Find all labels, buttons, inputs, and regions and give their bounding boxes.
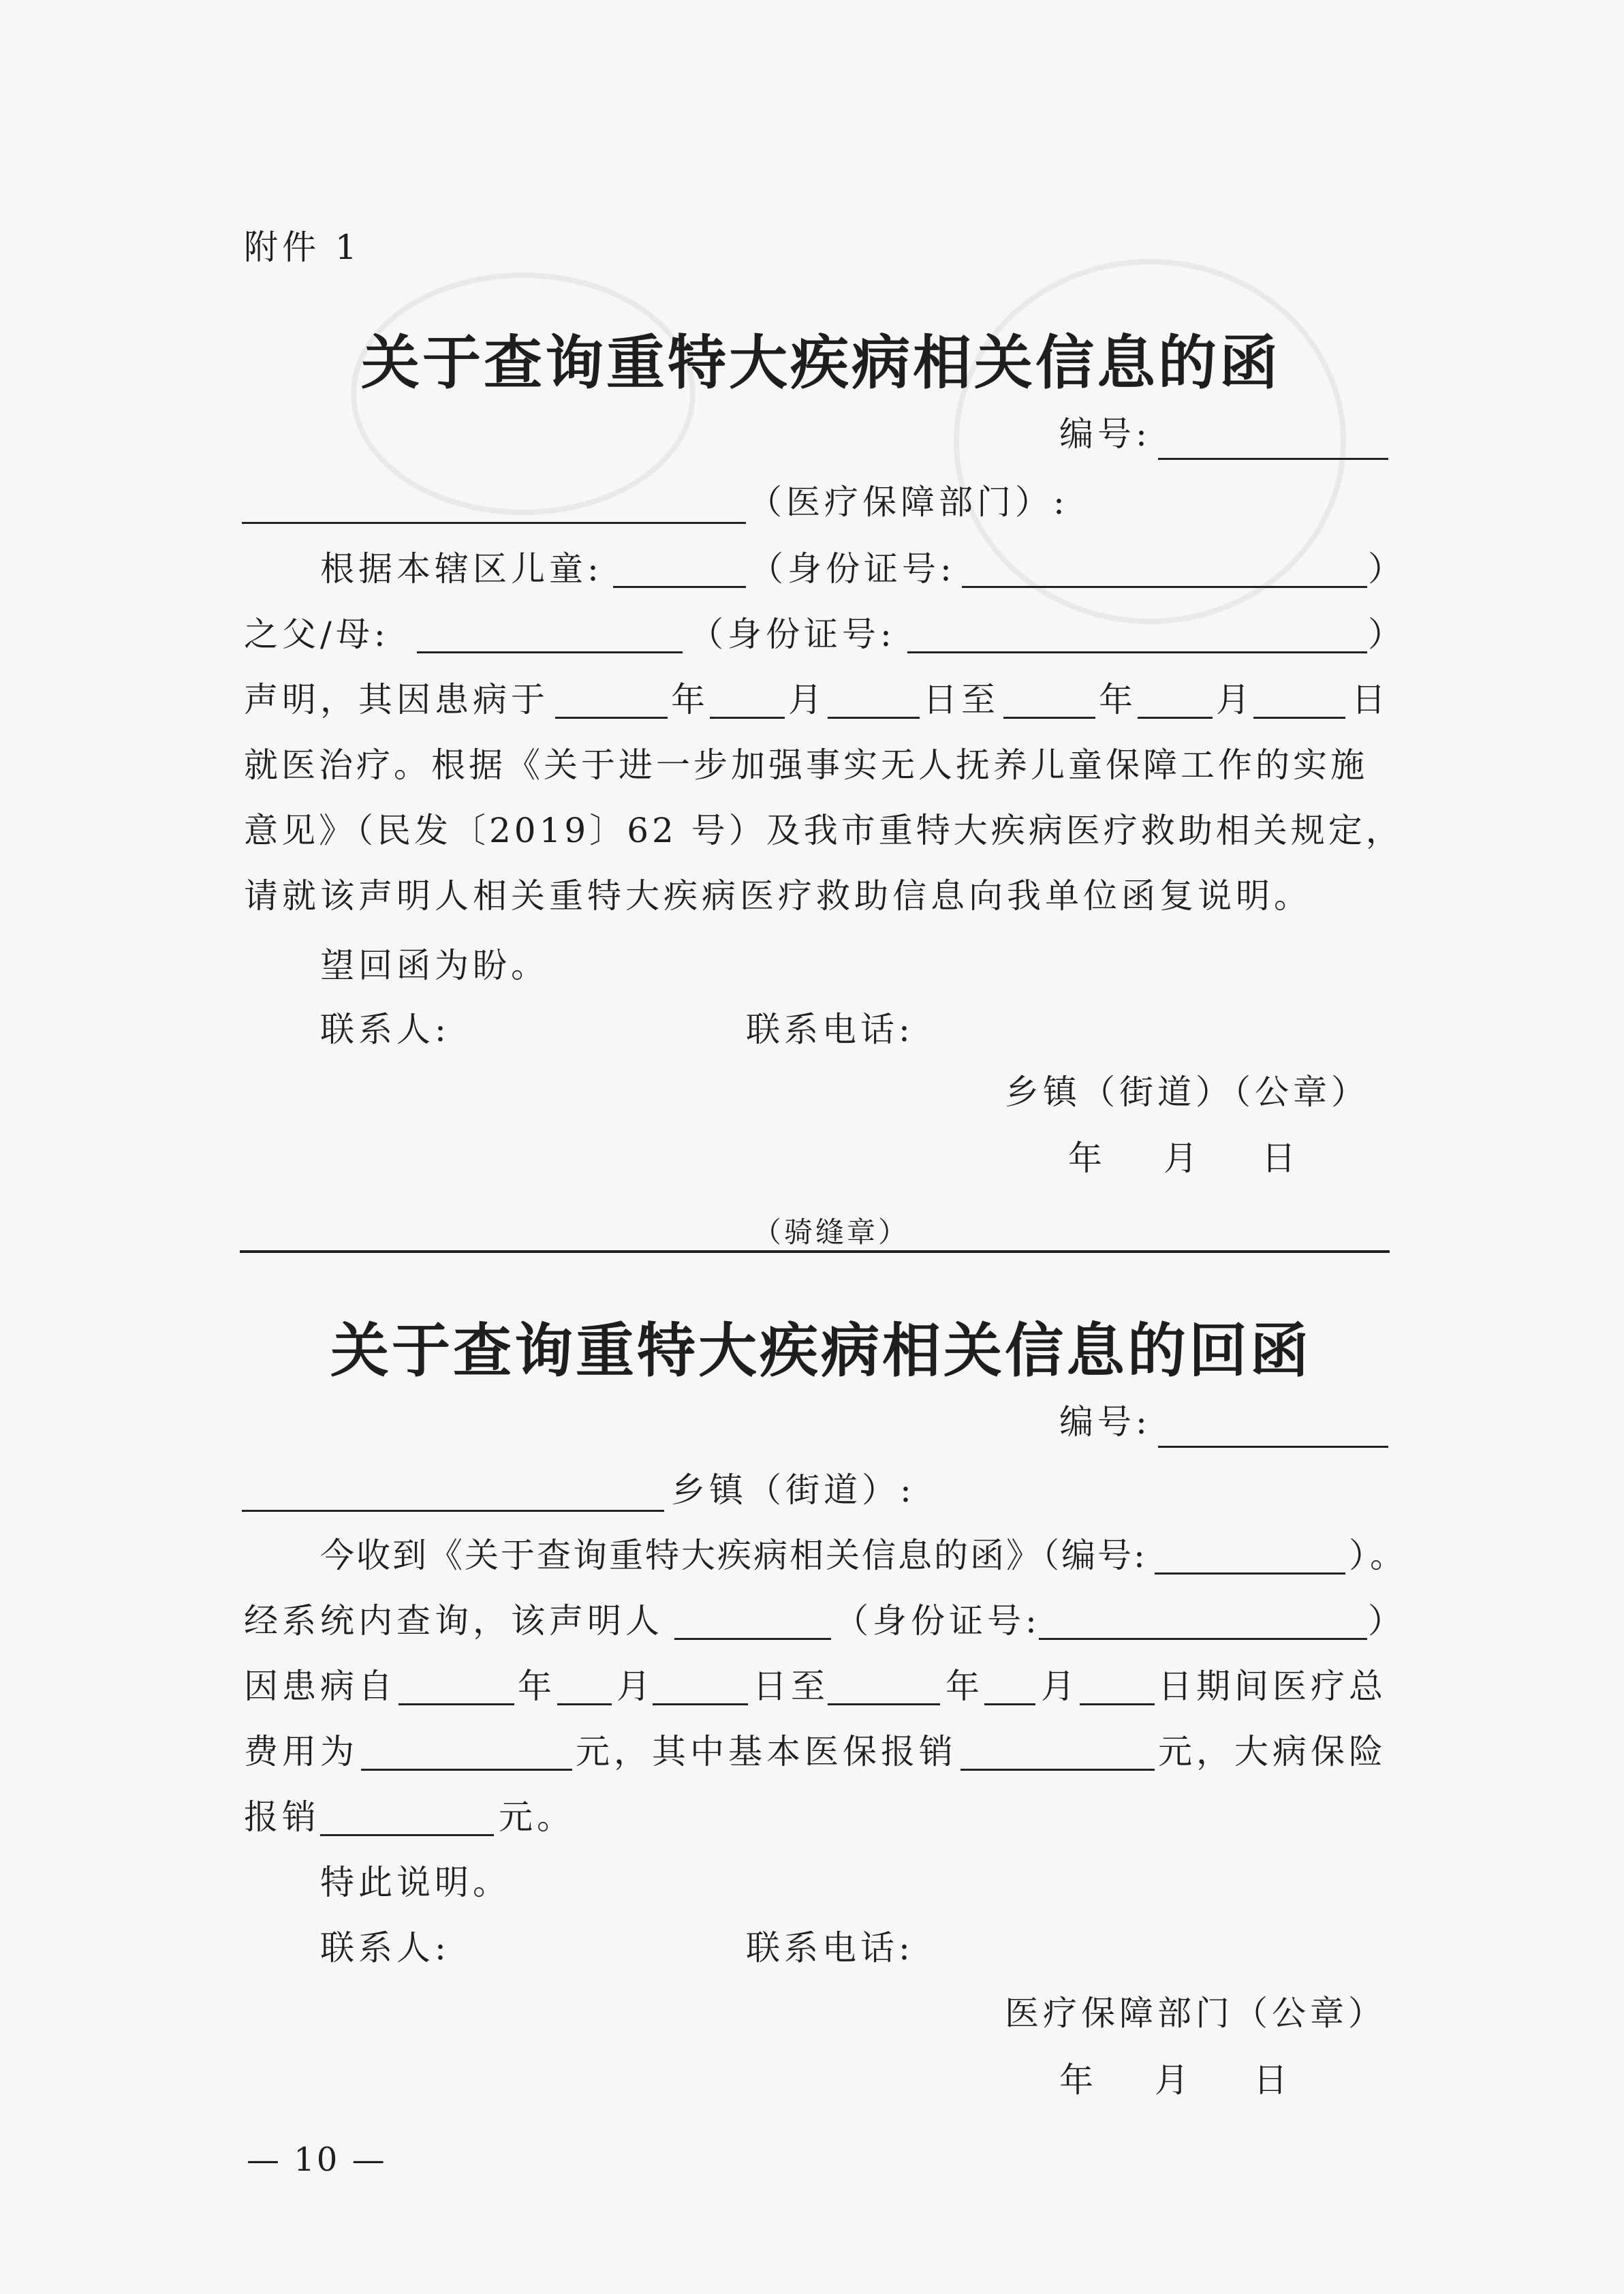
letter-date-day: 日 bbox=[1262, 1138, 1300, 1178]
reply-end-day-field[interactable] bbox=[1080, 1671, 1155, 1705]
reply-line3-suffix: 日期间医疗总 bbox=[1158, 1667, 1387, 1706]
reply-yuan-serious-label: 元，大病保险 bbox=[1158, 1732, 1387, 1771]
reply-end-month-field[interactable] bbox=[984, 1671, 1035, 1705]
reply-closing: 特此说明。 bbox=[320, 1863, 511, 1902]
letter-line3-prefix: 声明，其因患病于 bbox=[244, 680, 549, 719]
letter-line2-prefix: 之父/母: bbox=[244, 615, 390, 654]
child-id-close: ） bbox=[1368, 549, 1406, 589]
letter-recipient-suffix: （医疗保障部门）: bbox=[748, 482, 1069, 522]
end-year-field[interactable] bbox=[1003, 684, 1095, 719]
child-id-label: （身份证号: bbox=[749, 549, 956, 589]
start-year-label: 年 bbox=[671, 680, 709, 719]
reply-start-year-label: 年 bbox=[518, 1667, 556, 1706]
reply-start-month-label: 月 bbox=[616, 1667, 655, 1706]
reply-date-month: 月 bbox=[1155, 2060, 1193, 2100]
reply-seal-label: 医疗保障部门（公章） bbox=[1005, 1994, 1386, 2033]
reply-line1-prefix: 今收到《关于查询重特大疾病相关信息的函》（编号: bbox=[320, 1536, 1147, 1575]
reply-yuan-end: 元。 bbox=[499, 1797, 575, 1837]
received-number-field[interactable] bbox=[1155, 1540, 1345, 1575]
letter-title: 关于查询重特大疾病相关信息的函 bbox=[361, 328, 1281, 397]
start-month-field[interactable] bbox=[710, 684, 785, 719]
letter-phone-label: 联系电话: bbox=[746, 1010, 914, 1049]
child-name-field[interactable] bbox=[613, 553, 746, 588]
start-year-field[interactable] bbox=[555, 684, 668, 719]
letter-closing: 望回函为盼。 bbox=[320, 946, 549, 985]
reply-line5-prefix: 报销 bbox=[244, 1797, 320, 1837]
letter-body-line4: 就医治疗。根据《关于进一步加强事实无人抚养儿童保障工作的实施 bbox=[244, 745, 1368, 785]
reply-end-year-label: 年 bbox=[946, 1667, 984, 1706]
reply-start-month-field[interactable] bbox=[557, 1671, 612, 1705]
parent-id-field[interactable] bbox=[907, 619, 1367, 653]
reply-number-label: 编号: bbox=[1059, 1402, 1151, 1442]
letter-contact-label: 联系人: bbox=[320, 1010, 450, 1049]
parent-id-label: （身份证号: bbox=[689, 615, 896, 654]
reply-date-day: 日 bbox=[1253, 2060, 1292, 2100]
serious-illness-insurance-field[interactable] bbox=[320, 1801, 494, 1836]
attachment-label: 附件 1 bbox=[244, 228, 361, 267]
basic-insurance-field[interactable] bbox=[961, 1736, 1155, 1771]
reply-number-field[interactable] bbox=[1158, 1413, 1388, 1448]
page-number: — 10 — bbox=[247, 2141, 387, 2179]
reply-line3-prefix: 因患病自 bbox=[244, 1667, 396, 1706]
reply-recipient-field[interactable] bbox=[242, 1477, 664, 1512]
reply-line1-suffix: ）。 bbox=[1349, 1536, 1408, 1575]
declarant-id-label: （身份证号: bbox=[834, 1601, 1041, 1641]
reply-line2-prefix: 经系统内查询，该声明人 bbox=[244, 1601, 663, 1641]
letter-date-year: 年 bbox=[1068, 1138, 1106, 1178]
letter-number-label: 编号: bbox=[1059, 414, 1151, 454]
declarant-name-field[interactable] bbox=[674, 1605, 831, 1640]
divider-line bbox=[240, 1250, 1390, 1253]
reply-contact-label: 联系人: bbox=[320, 1928, 450, 1968]
child-id-field[interactable] bbox=[962, 553, 1367, 588]
end-month-label: 月 bbox=[1216, 680, 1254, 719]
letter-date-month: 月 bbox=[1164, 1138, 1202, 1178]
letter-body-line6: 请就该声明人相关重特大疾病医疗救助信息向我单位函复说明。 bbox=[244, 876, 1312, 916]
reply-start-year-field[interactable] bbox=[399, 1671, 514, 1705]
letter-recipient-field[interactable] bbox=[242, 489, 746, 524]
start-day-field[interactable] bbox=[828, 684, 920, 719]
letter-number-field[interactable] bbox=[1158, 425, 1388, 460]
reply-end-year-field[interactable] bbox=[828, 1671, 940, 1705]
start-month-label: 月 bbox=[788, 680, 826, 719]
start-day-to-label: 日至 bbox=[923, 680, 999, 719]
end-month-field[interactable] bbox=[1138, 684, 1213, 719]
reply-start-day-field[interactable] bbox=[653, 1671, 748, 1705]
seam-seal-label: （骑缝章） bbox=[753, 1215, 910, 1249]
total-cost-field[interactable] bbox=[361, 1736, 572, 1771]
letter-body-line5: 意见》（民发〔2019〕62 号）及我市重特大疾病医疗救助相关规定， bbox=[244, 811, 1403, 850]
reply-day-to-label: 日至 bbox=[753, 1667, 829, 1706]
reply-end-month-label: 月 bbox=[1041, 1667, 1079, 1706]
parent-id-close: ） bbox=[1368, 615, 1406, 654]
declarant-id-field[interactable] bbox=[1039, 1605, 1367, 1640]
reply-recipient-suffix: 乡镇（街道）: bbox=[671, 1470, 916, 1510]
end-year-label: 年 bbox=[1099, 680, 1137, 719]
reply-title: 关于查询重特大疾病相关信息的回函 bbox=[330, 1316, 1311, 1385]
letter-seal-label: 乡镇（街道）（公章） bbox=[1005, 1072, 1369, 1112]
reply-yuan-basic-label: 元，其中基本医保报销 bbox=[576, 1732, 957, 1771]
reply-phone-label: 联系电话: bbox=[746, 1928, 914, 1968]
parent-name-field[interactable] bbox=[417, 619, 683, 653]
reply-date-year: 年 bbox=[1059, 2060, 1097, 2100]
end-day-label: 日 bbox=[1352, 680, 1390, 719]
letter-line1-prefix: 根据本辖区儿童: bbox=[320, 549, 603, 589]
end-day-field[interactable] bbox=[1253, 684, 1345, 719]
reply-line4-prefix: 费用为 bbox=[244, 1732, 358, 1771]
declarant-id-close: ） bbox=[1368, 1601, 1406, 1641]
